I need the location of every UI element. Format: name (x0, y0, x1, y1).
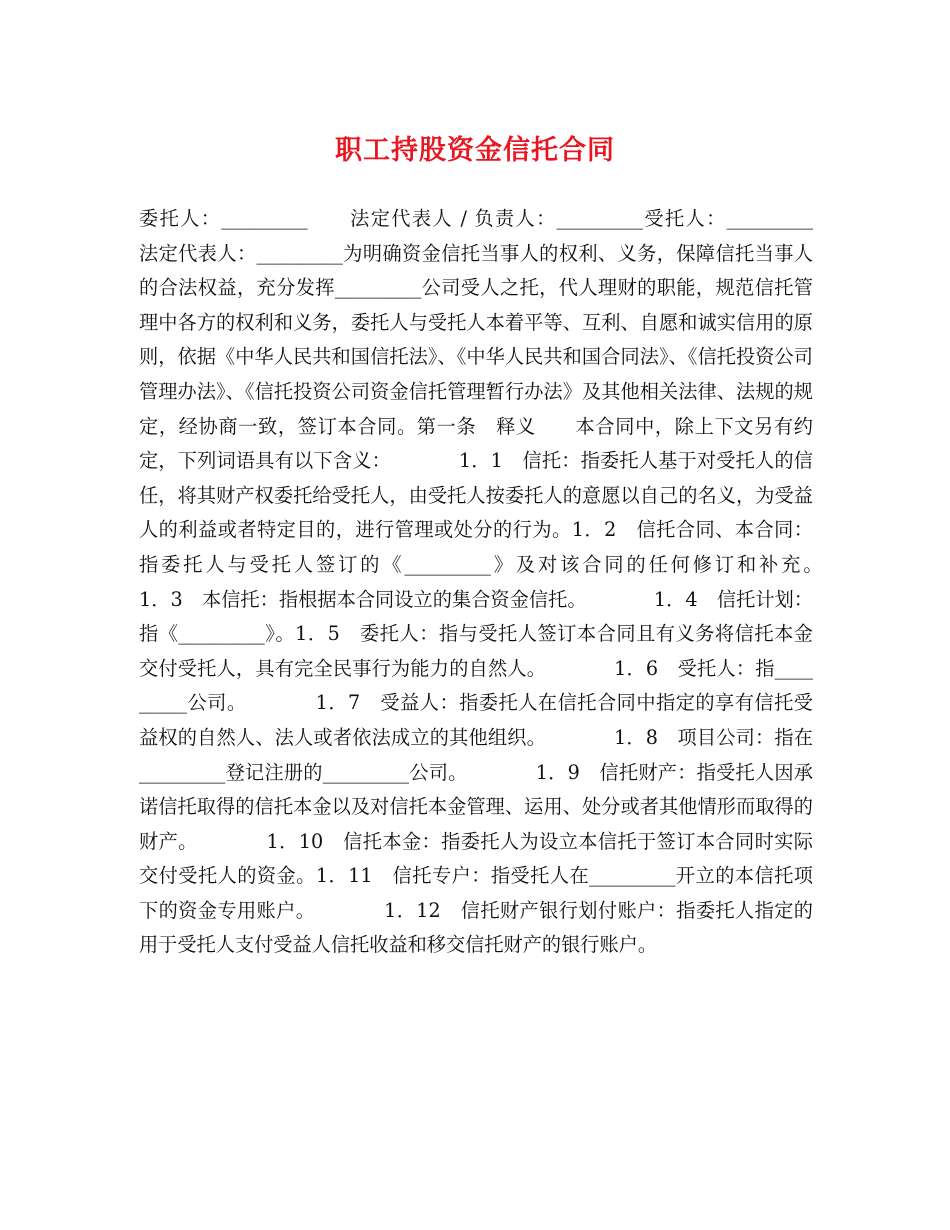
contract-body-text: 委托人：_________ 法定代表人 / 负责人：_________受托人：_________ 法定代表人：_________为明确资金信托当事人的权利、义务，保障信托当事人的合法权益，充分发挥_________公司受人之托，代人理财的职能，规范信托管理中各方的权利和义务，委托人与受托人本着平等、互利、自愿和诚实信用的原则，依据《中华人民共和国信托法》、《中华人民共和国合同法》、《信托投资公司管理办法》、《信托投资公司资金信托管理暂行办法》及其他相关法律、法规的规定，经协商一致，签订本合同。第一条 释义 本合同中，除上下文另有约定，下列词语具有以下含义： 1．1 信托：指委托人基于对受托人的信任，将其财产权委托给受托人，由受托人按委托人的意愿以自己的名义，为受益人的利益或者特定目的，进行管理或处分的行为。1．2 信托合同、本合同：指委托人与受托人签订的《_________》及对该合同的任何修订和补充。 1．3 本信托：指根据本合同设立的集合资金信托。 1．4 信托计划：指《_________》。1．5 委托人：指与受托人签订本合同且有义务将信托本金交付受托人，具有完全民事行为能力的自然人。 1．6 受托人：指_________公司。 1．7 受益人：指委托人在信托合同中指定的享有信托受益权的自然人、法人或者依法成立的其他组织。 1．8 项目公司：指在_________登记注册的_________公司。 1．9 信托财产：指受托人因承诺信托取得的信托本金以及对信托本金管理、运用、处分或者其他情形而取得的财产。 1．10 信托本金：指委托人为设立本信托于签订本合同时实际交付受托人的资金。1．11 信托专户：指受托人在_________开立的本信托项下的资金专用账户。 1．12 信托财产银行划付账户：指委托人指定的用于受托人支付受益人信托收益和移交信托财产的银行账户。 (139, 207, 890, 957)
document-title: 职工持股资金信托合同 (335, 135, 615, 166)
